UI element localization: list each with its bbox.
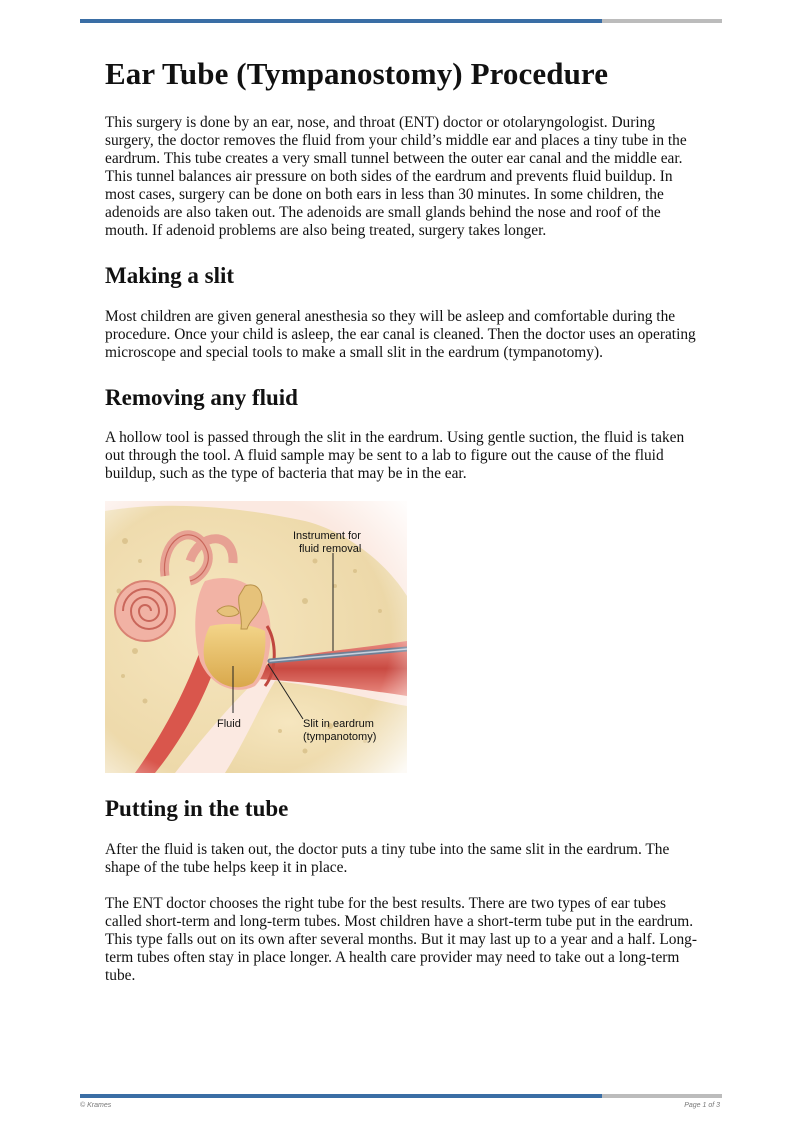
bottom-divider-accent [80, 1094, 602, 1098]
label-instrument-line1: Instrument for [293, 530, 361, 543]
section-heading-making-slit: Making a slit [105, 263, 235, 289]
section-paragraph: Most children are given general anesthesia so they will be asleep and comfortable during the procedure. Once your child is asleep, the ear canal is cleaned. Then the doctor uses an operating microscope and special tools to make a small slit in the eardrum (tympanotomy). [105, 307, 696, 361]
document-body [105, 55, 705, 1003]
top-divider-accent [80, 19, 602, 23]
section-heading-removing-fluid: Removing any fluid [105, 384, 298, 410]
ear-illustration-svg [105, 501, 407, 773]
intro-paragraph: This surgery is done by an ear, nose, and throat (ENT) doctor or otolaryngologist. During surgery, the doctor removes the fluid from your child’s middle ear and places a tiny tube in the eardrum. This tube creates a very small tunnel between the outer ear canal and the middle ear. This tunnel balances air pressure on both sides of the eardrum and prevents fluid buildup. In most cases, surgery can be done on both ears in less than 30 minutes. In some children, the adenoids are also taken out. The adenoids are small glands behind the nose and roof of the mouth. If adenoid problems are also being treated, surgery takes longer. [105, 114, 687, 240]
label-slit-line1: Slit in eardrum [303, 718, 374, 731]
bottom-divider-rest [602, 1094, 722, 1098]
page-title: Ear Tube (Tympanostomy) Procedure [105, 56, 609, 91]
ear-anatomy-illustration [105, 501, 407, 773]
footer-copyright: © Krames [80, 1102, 112, 1109]
footer-page-number: Page 1 of 3 [684, 1102, 720, 1109]
top-divider [80, 19, 722, 23]
section-heading-putting-tube: Putting in the tube [105, 796, 289, 822]
top-divider-rest [602, 19, 722, 23]
label-fluid: Fluid [217, 718, 241, 731]
bottom-divider [80, 1094, 722, 1098]
section-paragraph: A hollow tool is passed through the slit in the eardrum. Using gentle suction, the fluid is taken out through the tool. A fluid sample may be sent to a lab to figure out the cause of the fluid buildup, such as the type of bacteria that may be in the ear. [105, 429, 685, 483]
label-slit-line2: (tympanotomy) [303, 731, 377, 744]
label-instrument-line2: fluid removal [299, 543, 362, 556]
section-paragraph: After the fluid is taken out, the doctor puts a tiny tube into the same slit in the eardrum. The shape of the tube helps keep it in place. [105, 840, 670, 876]
section-paragraph: The ENT doctor chooses the right tube for the best results. There are two types of ear tubes called short-term and long-term tubes. Most children have a short-term tube put in the eardrum. This type falls out on its own after several months. But it may last up to a year and a half. Long-term tubes often stay in place longer. A health care provider may need to take out a long-term tube. [105, 894, 697, 984]
